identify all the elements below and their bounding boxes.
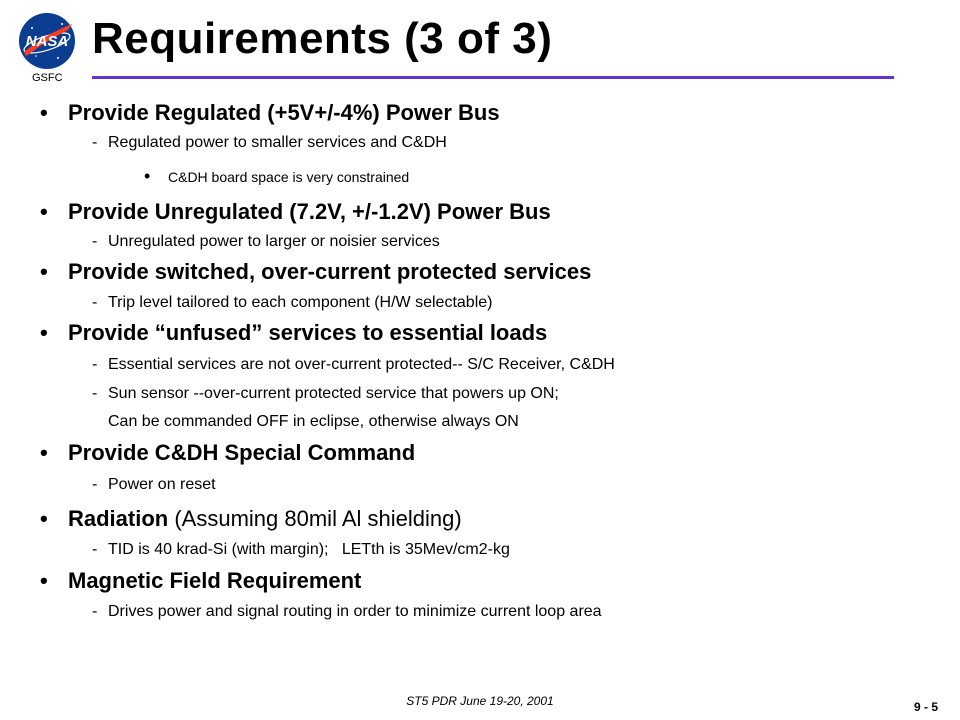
dash-marker: - [92, 603, 98, 620]
dash-marker: - [92, 541, 98, 558]
dash-marker: - [92, 385, 98, 402]
requirement-heading: Provide C&DH Special Command [68, 440, 416, 465]
bullet-icon: • [40, 506, 48, 531]
dash-marker: - [92, 476, 98, 493]
title-underline [92, 76, 894, 79]
dash-marker: - [92, 134, 98, 151]
dash-marker: - [92, 356, 98, 373]
dash-marker: - [92, 233, 98, 250]
page-title: Requirements (3 of 3) [92, 14, 553, 63]
bullet-icon: • [40, 440, 48, 465]
page-number: 9 - 5 [913, 700, 938, 714]
dash-marker: - [92, 294, 98, 311]
bullet-icon: • [144, 166, 151, 186]
nasa-logo [18, 12, 76, 70]
bullet-icon: • [40, 568, 48, 593]
requirement-heading: Radiation (Assuming 80mil Al shielding) [68, 506, 462, 531]
requirement-heading: Magnetic Field Requirement [68, 568, 362, 593]
requirement-heading: Provide switched, over-current protected services [68, 259, 592, 284]
requirement-heading: Provide Unregulated (7.2V, +/-1.2V) Power Bus [68, 199, 551, 224]
footer-text: ST5 PDR June 19-20, 2001 [406, 694, 554, 708]
nasa-logo-text: NASA [25, 33, 69, 50]
bullet-icon: • [40, 320, 48, 345]
bullet-icon: • [40, 100, 48, 125]
bullet-icon: • [40, 259, 48, 284]
agency-label: GSFC [32, 72, 63, 84]
bullet-icon: • [40, 199, 48, 224]
requirement-heading: Provide Regulated (+5V+/-4%) Power Bus [68, 100, 500, 125]
requirement-heading: Provide “unfused” services to essential loads [68, 320, 548, 345]
